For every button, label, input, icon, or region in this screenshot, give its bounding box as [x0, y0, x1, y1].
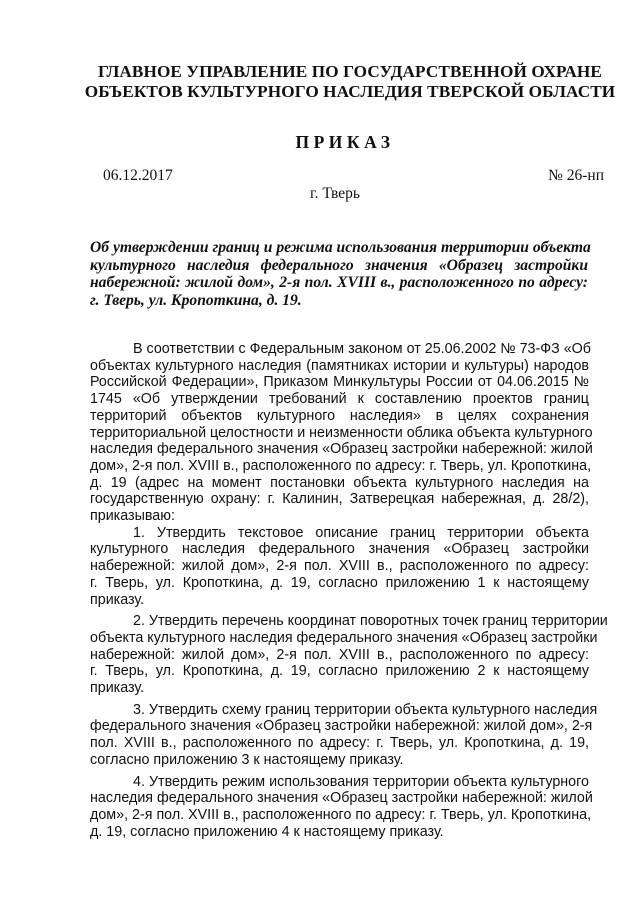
body-line: 2. Утвердить перечень координат поворотных точек границ территории: [133, 613, 608, 630]
body-line: д. 19, согласно приложению 4 к настоящему приказу.: [90, 823, 444, 840]
body-line: дом», 2-я пол. XVIII в., расположенного по адресу: г. Тверь, ул. Кропоткина,: [90, 457, 592, 474]
document-date: 06.12.2017: [103, 167, 173, 184]
org-line-1: ГЛАВНОЕ УПРАВЛЕНИЕ ПО ГОСУДАРСТВЕННОЙ ОХРАНЕ: [98, 62, 602, 81]
body-line: приказу.: [90, 591, 145, 608]
body-line: федерального значения «Образец застройки набережной: жилой дом», 2-я: [90, 718, 593, 735]
body-line: В соответствии с Федеральным законом от 25.06.2002 № 73-ФЗ «Об: [133, 341, 591, 357]
body-line: приказу.: [90, 680, 145, 697]
document-number: № 26-нп: [548, 167, 604, 184]
document-city: г. Тверь: [310, 185, 360, 202]
subject-line: г. Тверь, ул. Кропоткина, д. 19.: [90, 291, 302, 309]
document-body: [90, 341, 608, 840]
body-line: культурного наследия федерального значения «Образец застройки: [90, 541, 589, 558]
body-line: территорий объектов культурного наследия» в целях сохранения: [90, 407, 589, 424]
body-line: наследия федерального значения «Образец застройки набережной: жилой: [90, 790, 593, 807]
body-line: объектах культурного наследия (памятниках истории и культуры) народов: [90, 357, 589, 374]
body-line: согласно приложению 3 к настоящему приказу.: [90, 751, 404, 768]
body-line: Российской Федерации», Приказом Минкультуры России от 04.06.2015 №: [90, 374, 589, 391]
body-line: г. Тверь, ул. Кропоткина, д. 19, согласно приложению 2 к настоящему: [90, 663, 589, 680]
body-line: наследия федерального значения «Образец застройки набережной: жилой: [90, 441, 593, 458]
body-line: пол. XVIII в., расположенного по адресу: г. Тверь, ул. Кропоткина, д. 19,: [90, 735, 589, 752]
order-item-2: [90, 613, 608, 697]
body-line: приказываю:: [90, 508, 175, 525]
preamble-paragraph: [90, 341, 593, 525]
order-item-3: [90, 701, 598, 769]
order-item-4: [90, 773, 593, 841]
body-line: объекта культурного наследия федерального значения «Образец застройки: [90, 629, 598, 646]
document-type-title: ПРИКАЗ: [295, 132, 395, 152]
order-item-1: [90, 525, 589, 609]
body-line: государственную охрану: г. Калинин, Затверецкая набережная, д. 28/2),: [90, 491, 589, 508]
body-line: 1745 «Об утверждении требований к составлению проектов границ: [90, 391, 589, 408]
body-line: дом», 2-я пол. XVIII в., расположенного по адресу: г. Тверь, ул. Кропоткина,: [90, 806, 592, 823]
body-line: 3. Утвердить схему границ территории объекта культурного наследия: [133, 701, 598, 718]
body-line: набережной: жилой дом», 2-я пол. XVIII в., расположенного по адресу:: [90, 558, 589, 575]
body-line: д. 19 (адрес на момент постановки объекта культурного наследия на: [90, 474, 589, 491]
subject-line: культурного наследия федерального значения «Образец застройки: [90, 256, 588, 274]
org-line-2: ОБЪЕКТОВ КУЛЬТУРНОГО НАСЛЕДИЯ ТВЕРСКОЙ ОБЛАСТИ: [84, 81, 616, 101]
organization-header: [60, 62, 640, 101]
document-subject: [90, 239, 591, 309]
body-line: территориальной целостности и неизменности облика объекта культурного: [90, 424, 593, 441]
body-line: г. Тверь, ул. Кропоткина, д. 19, согласно приложению 1 к настоящему: [90, 574, 589, 591]
subject-line: Об утверждении границ и режима использования территории объекта: [90, 239, 591, 256]
subject-line: набережной: жилой дом», 2-я пол. XVIII в., расположенного по адресу:: [90, 274, 588, 291]
body-line: набережной: жилой дом», 2-я пол. XVIII в., расположенного по адресу:: [90, 646, 589, 663]
body-line: 4. Утвердить режим использования территории объекта культурного: [133, 773, 589, 790]
body-line: 1. Утвердить текстовое описание границ территории объекта: [133, 524, 589, 541]
